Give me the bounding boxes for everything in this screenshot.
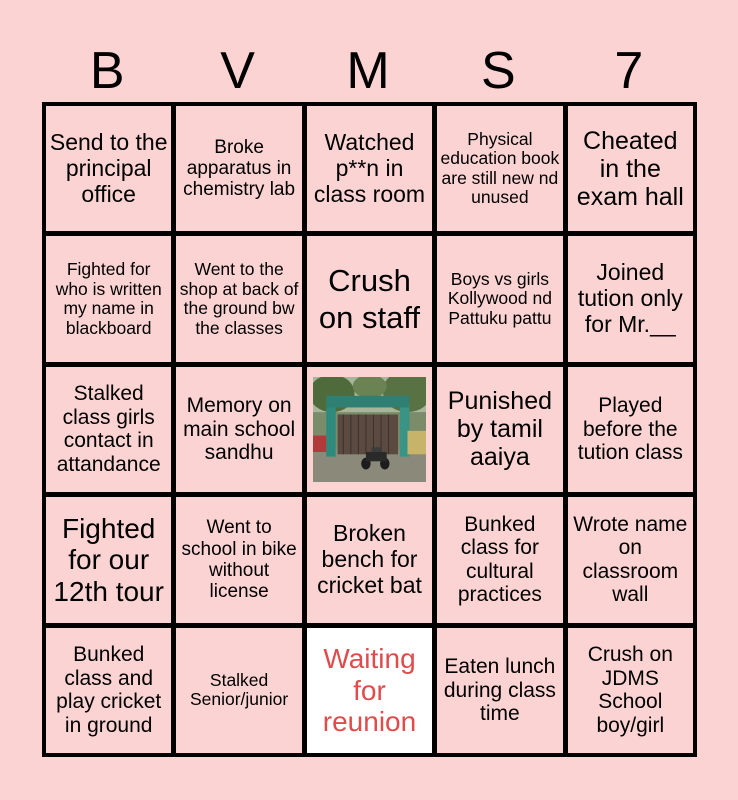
- bingo-cell-r4c3[interactable]: [307, 497, 432, 622]
- cell-text: Stalked class girls contact in attandance: [56, 382, 161, 476]
- cell-text: Eaten lunch during class time: [443, 655, 556, 726]
- bingo-cell-r4c5[interactable]: [568, 497, 693, 622]
- cell-text: Boys vs girls Kollywood nd Pattuku pattu: [447, 268, 552, 328]
- header-letter-7: 7: [614, 42, 644, 100]
- bingo-free-cell[interactable]: [307, 628, 432, 753]
- bingo-cell-r5c4[interactable]: [437, 628, 562, 753]
- bingo-cell-r1c5[interactable]: [568, 106, 693, 231]
- bingo-board: [42, 102, 697, 757]
- cell-text: Played before the tution class: [577, 394, 683, 465]
- bingo-cell-r1c4[interactable]: [437, 106, 562, 231]
- cell-text: Waiting for reunion: [322, 643, 417, 737]
- bingo-cell-r4c2[interactable]: [176, 497, 301, 622]
- bingo-cell-r2c2[interactable]: [176, 236, 301, 361]
- bingo-cell-r3c3-photo[interactable]: [307, 367, 432, 492]
- bingo-cell-r2c3[interactable]: [307, 236, 432, 361]
- bingo-cell-r3c1[interactable]: [46, 367, 171, 492]
- bingo-cell-r2c5[interactable]: [568, 236, 693, 361]
- bingo-cell-r1c2[interactable]: [176, 106, 301, 231]
- cell-text: Broke apparatus in chemistry lab: [183, 136, 296, 201]
- cell-text: Joined tution only for Mr.__: [577, 259, 683, 337]
- bingo-cell-r3c4[interactable]: [437, 367, 562, 492]
- header-letter-s: S: [481, 42, 516, 100]
- cell-text: Went to the shop at back of the ground bw the classes: [179, 258, 299, 338]
- bingo-cell-r1c3[interactable]: [307, 106, 432, 231]
- bingo-cell-r2c1[interactable]: [46, 236, 171, 361]
- cell-text: Wrote name on classroom wall: [573, 512, 688, 607]
- bingo-cell-r5c5[interactable]: [568, 628, 693, 753]
- bingo-cell-r5c2[interactable]: [176, 628, 301, 753]
- cell-text: Fighted for our 12th tour: [53, 512, 164, 607]
- cell-text: Punished by tamil aaiya: [447, 387, 553, 472]
- cell-text: Cheated in the exam hall: [576, 126, 684, 211]
- bingo-header: [42, 40, 694, 102]
- bingo-cell-r3c5[interactable]: [568, 367, 693, 492]
- bingo-cell-r5c1[interactable]: [46, 628, 171, 753]
- bingo-cell-r3c2[interactable]: [176, 367, 301, 492]
- bingo-cell-r1c1[interactable]: [46, 106, 171, 231]
- cell-text: Send to the principal office: [49, 129, 168, 207]
- cell-text: Went to school in bike without license: [181, 517, 297, 603]
- header-letter-b: B: [89, 42, 125, 100]
- header-letter-v: V: [220, 42, 255, 100]
- cell-text: Memory on main school sandhu: [183, 394, 296, 465]
- header-letter-m: M: [346, 42, 390, 100]
- cell-text: Watched p**n in class room: [313, 129, 426, 207]
- bingo-cell-r4c1[interactable]: [46, 497, 171, 622]
- cell-text: Physical education book are still new nd unused: [440, 128, 560, 208]
- bingo-cell-r2c4[interactable]: [437, 236, 562, 361]
- cell-text: Crush on staff: [318, 262, 421, 336]
- cell-text: Bunked class for cultural practices: [457, 512, 542, 607]
- school-gate-photo: [313, 377, 426, 482]
- cell-text: Fighted for who is written my name in blackboard: [55, 258, 162, 338]
- cell-text: Stalked Senior/junior: [189, 669, 289, 710]
- cell-text: Bunked class and play cricket in ground: [56, 643, 162, 737]
- bingo-cell-r4c4[interactable]: [437, 497, 562, 622]
- cell-text: Crush on JDMS School boy/girl: [587, 643, 673, 737]
- cell-text: Broken bench for cricket bat: [317, 520, 422, 598]
